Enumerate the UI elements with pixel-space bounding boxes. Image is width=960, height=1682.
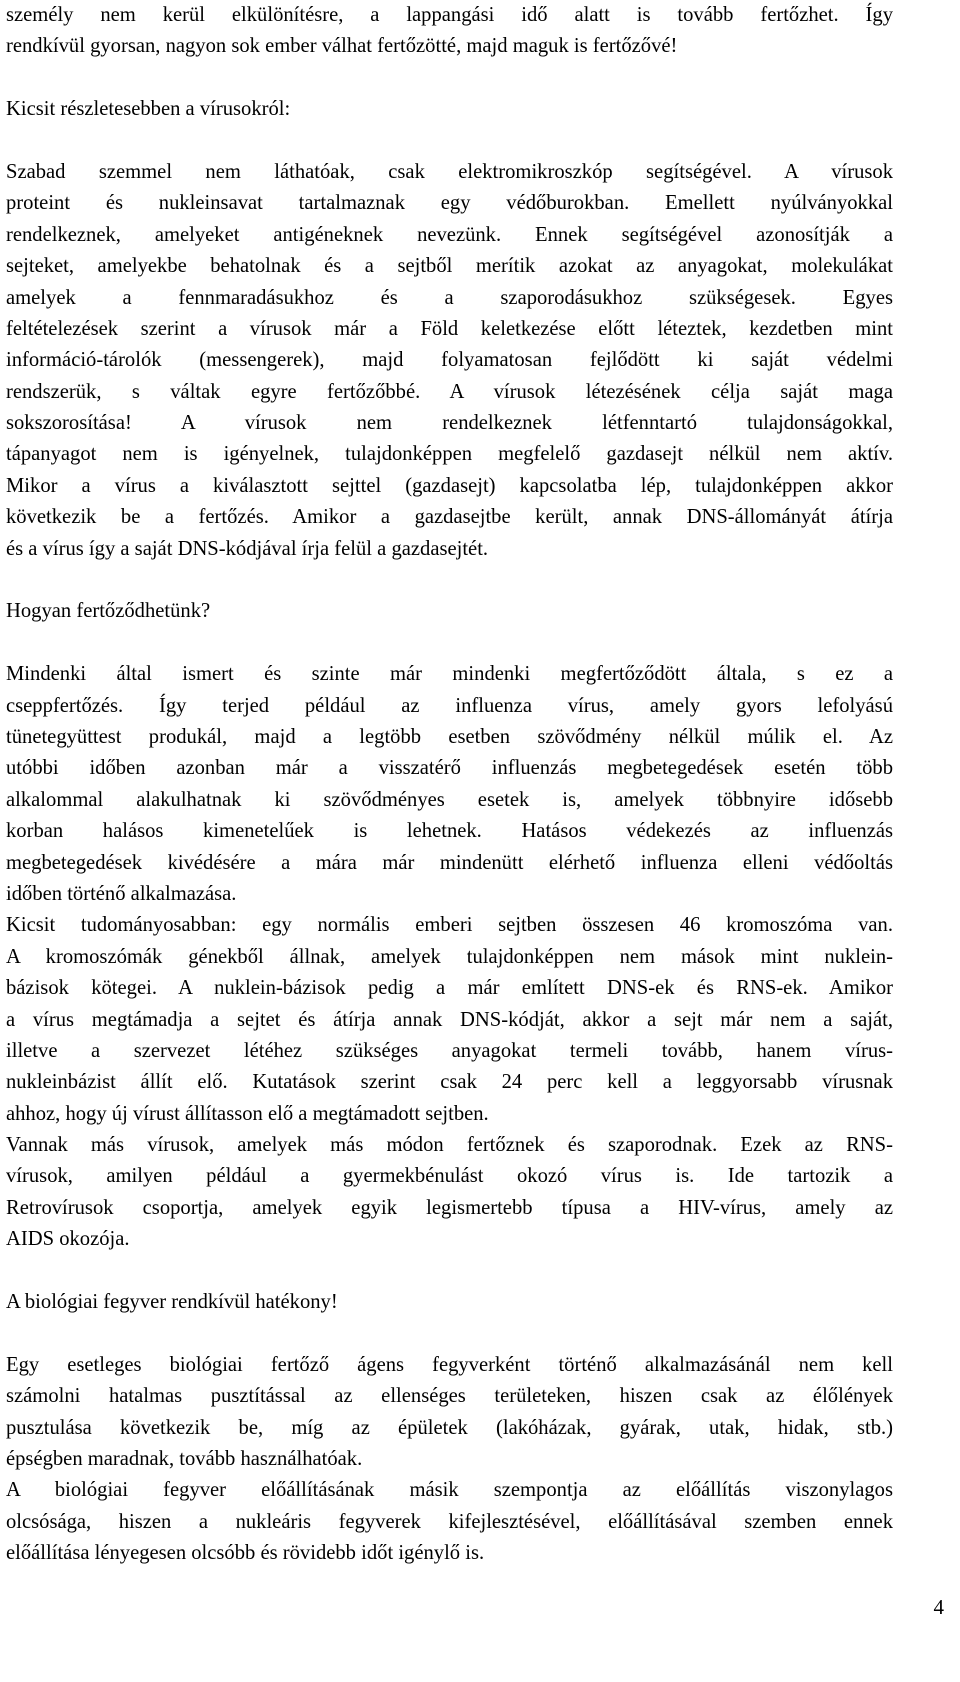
page-number: 4: [933, 1595, 944, 1619]
text-line: korban halásos kimenetelűek is lehetnek. Hatásos védekezés az influenzás: [6, 820, 893, 843]
text-line: Kicsit részletesebben a vírusokról:: [6, 98, 291, 121]
text-line: olcsósága, hiszen a nukleáris fegyverek kifejlesztésével, előállításával szemben ennek: [6, 1510, 893, 1533]
text-line: Hogyan fertőződhetünk?: [6, 600, 211, 623]
paragraph-gap: [6, 126, 893, 157]
text-line: következik be a fertőzés. Amikor a gazdasejtbe került, annak DNS-állományát átírja: [6, 506, 893, 529]
paragraph-chromosomes: [6, 910, 893, 1130]
text-line: nukleinbázist állít elő. Kutatások szerint csak 24 perc kell a leggyorsabb vírusnak: [6, 1071, 893, 1094]
text-line: proteint és nukleinsavat tartalmaznak egy védőburokban. Emellett nyúlványokkal: [6, 192, 893, 215]
text-line: és a vírus így a saját DNS-kódjával írja felül a gazdasejtét.: [6, 537, 489, 560]
text-line: rendszerük, s váltak egyre fertőzőbbé. A vírusok létezésének célja saját maga: [6, 380, 893, 403]
text-line: sokszorosítása! A vírusok nem rendelkeznek létfenntartó tulajdonságokkal,: [6, 412, 893, 435]
text-line: Vannak más vírusok, amelyek más módon fertőznek és szaporodnak. Ezek az RNS-: [6, 1134, 893, 1157]
text-line: feltételezések szerint a vírusok már a Föld keletkezése előtt léteztek, kezdetben mint: [6, 317, 893, 340]
text-line: időben történő alkalmazása.: [6, 882, 237, 905]
text-line: épségben maradnak, tovább használhatóak.: [6, 1447, 363, 1470]
text-line: megbetegedések kivédésére a mára már mindenütt elérhető influenza elleni védőoltás: [6, 851, 893, 874]
text-line: tünetegyüttest produkál, majd a legtöbb esetben szövődmény nélkül múlik el. Az: [6, 725, 893, 748]
paragraph-gap: [6, 63, 893, 94]
text-line: Retrovírusok csoportja, amelyek egyik legismertebb típusa a HIV-vírus, amely az: [6, 1196, 893, 1219]
paragraph-gap: [6, 628, 893, 659]
document-body: [6, 0, 893, 1570]
text-line: Mikor a vírus a kiválasztott sejttel (gazdasejt) kapcsolatba lép, tulajdonképpen akkor: [6, 474, 893, 497]
text-line: bázisok kötegei. A nuklein-bázisok pedig a már említett DNS-ek és RNS-ek. Amikor: [6, 977, 893, 1000]
text-line: vírusok, amilyen például a gyermekbénulást okozó vírus is. Ide tartozik a: [6, 1165, 893, 1188]
text-line: Egy esetleges biológiai fertőző ágens fegyverként történő alkalmazásánál nem kell: [6, 1353, 893, 1376]
paragraph-intro-continuation: [6, 0, 893, 63]
paragraph-gap: [6, 1318, 893, 1349]
paragraph-rna-viruses: [6, 1130, 893, 1256]
text-line: utóbbi időben azonban már a visszatérő influenzás megbetegedések esetén több: [6, 757, 893, 780]
paragraph-droplet-infection: [6, 659, 893, 910]
paragraph-bioweapon-effect: [6, 1350, 893, 1476]
section-heading-infection: [6, 596, 893, 627]
text-line: személy nem kerül elkülönítésre, a lappangási idő alatt is tovább fertőzhet. Így: [6, 4, 893, 26]
text-line: előállítása lényegesen olcsóbb és rövidebb időt igénylő is.: [6, 1542, 485, 1565]
text-line: információ-tárolók (messengerek), majd folyamatosan fejlődött ki saját védelmi: [6, 349, 893, 372]
text-line: pusztulása következik be, míg az épületek (lakóházak, gyárak, utak, hidak, stb.): [6, 1416, 893, 1439]
text-line: ahhoz, hogy új vírust állítasson elő a megtámadott sejtben.: [6, 1102, 489, 1125]
paragraph-bioweapon-cost: [6, 1475, 893, 1569]
text-line: rendelkeznek, amelyeket antigéneknek nevezünk. Ennek segítségével azonosítják a: [6, 223, 893, 246]
text-line: AIDS okozója.: [6, 1228, 130, 1251]
text-line: A biológiai fegyver rendkívül hatékony!: [6, 1291, 338, 1314]
text-line: alkalommal alakulhatnak ki szövődményes esetek is, amelyek többnyire idősebb: [6, 788, 893, 811]
text-line: A biológiai fegyver előállításának másik szempontja az előállítás viszonylagos: [6, 1479, 893, 1502]
section-heading-virus-details: [6, 94, 893, 125]
text-line: rendkívül gyorsan, nagyon sok ember válhat fertőzötté, majd maguk is fertőzővé!: [6, 35, 678, 58]
text-line: A kromoszómák génekből állnak, amelyek tulajdonképpen nem mások mint nuklein-: [6, 945, 893, 968]
section-heading-bioweapon: [6, 1287, 893, 1318]
text-line: a vírus megtámadja a sejtet és átírja annak DNS-kódját, akkor a sejt már nem a saját,: [6, 1008, 893, 1031]
text-line: tápanyagot nem is igényelnek, tulajdonképpen megfelelő gazdasejt nélkül nem aktív.: [6, 443, 893, 466]
text-line: illetve a szervezet létéhez szükséges anyagokat termeli tovább, hanem vírus-: [6, 1039, 893, 1062]
text-line: amelyek a fennmaradásukhoz és a szaporodásukhoz szükségesek. Egyes: [6, 286, 893, 309]
text-line: Kicsit tudományosabban: egy normális emberi sejtben összesen 46 kromoszóma van.: [6, 914, 893, 937]
paragraph-gap: [6, 565, 893, 596]
text-line: Mindenki által ismert és szinte már mindenki megfertőződött általa, s ez a: [6, 663, 893, 686]
text-line: Szabad szemmel nem láthatóak, csak elektromikroszkóp segítségével. A vírusok: [6, 160, 893, 183]
text-line: cseppfertőzés. Így terjed például az influenza vírus, amely gyors lefolyású: [6, 694, 893, 717]
paragraph-gap: [6, 1256, 893, 1287]
text-line: számolni hatalmas pusztítással az ellenséges területeken, hiszen csak az élőlények: [6, 1385, 893, 1408]
paragraph-virus-description: [6, 157, 893, 565]
text-line: sejteket, amelyekbe behatolnak és a sejtből merítik azokat az anyagokat, molekulákat: [6, 255, 893, 278]
